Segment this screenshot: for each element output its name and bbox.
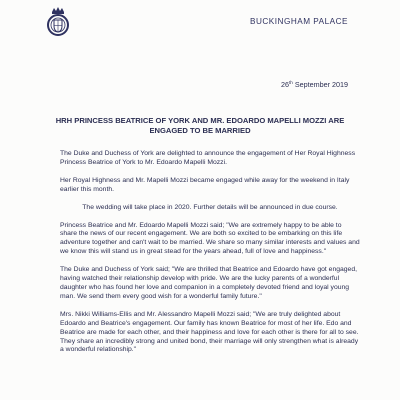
announcement-body <box>60 150 360 364</box>
release-date <box>281 80 348 89</box>
paragraph: The Duke and Duchess of York are delighted to announce the engagement of Her Royal Highness Princess Beatrice of York to Mr. Edoardo Mapelli Mozzi. <box>60 150 356 166</box>
paragraph: Her Royal Highness and Mr. Mapelli Mozzi became engaged while away for the weekend in Italy earlier this month. <box>60 176 350 193</box>
date-month-year: September 2019 <box>292 80 348 89</box>
paragraph: The Duke and Duchess of York said; "We are thrilled that Beatrice and Edoardo have got engaged, having watched their relationship develop with pride. We are the lucky parents of a wonderful daughter who has found her love and companion in a completely devoted friend and loyal young man. We send them every good wish for a wonderful family future." <box>60 266 358 300</box>
paragraph: Mrs. Nikki Williams-Ellis and Mr. Alessandro Mapelli Mozzi said; "We are truly delighted about Edoardo and Beatrice's engagement. Our family has known Beatrice for most of her life. Edo and Beatrice are made for each other, and their happiness and love for each other is there for all to see. They share an incredibly strong and united bond, their marriage will only strengthen what is already a wonderful relationship." <box>60 310 359 354</box>
paragraph: Princess Beatrice and Mr. Edoardo Mapelli Mozzi said; "We are extremely happy to be able to share the news of our recent engagement. We are both so excited to be embarking on this life adventure together and can't wait to be married. We share so many similar interests and values and we know this will stand us in great stead for the years ahead, full of love and happiness." <box>60 221 360 256</box>
letterhead-title: BUCKINGHAM PALACE <box>250 17 348 26</box>
announcement-headline <box>46 116 354 136</box>
date-suffix: th <box>289 80 293 85</box>
royal-coat-of-arms-icon <box>46 6 70 38</box>
headline-line-1: HRH PRINCESS BEATRICE OF YORK AND MR. EDOARDO MAPELLI MOZZI ARE <box>55 116 345 125</box>
headline-line-2: ENGAGED TO BE MARRIED <box>149 126 251 135</box>
date-day: 26 <box>281 80 289 89</box>
paragraph: The wedding will take place in 2020. Further details will be announced in due course. <box>82 203 338 211</box>
